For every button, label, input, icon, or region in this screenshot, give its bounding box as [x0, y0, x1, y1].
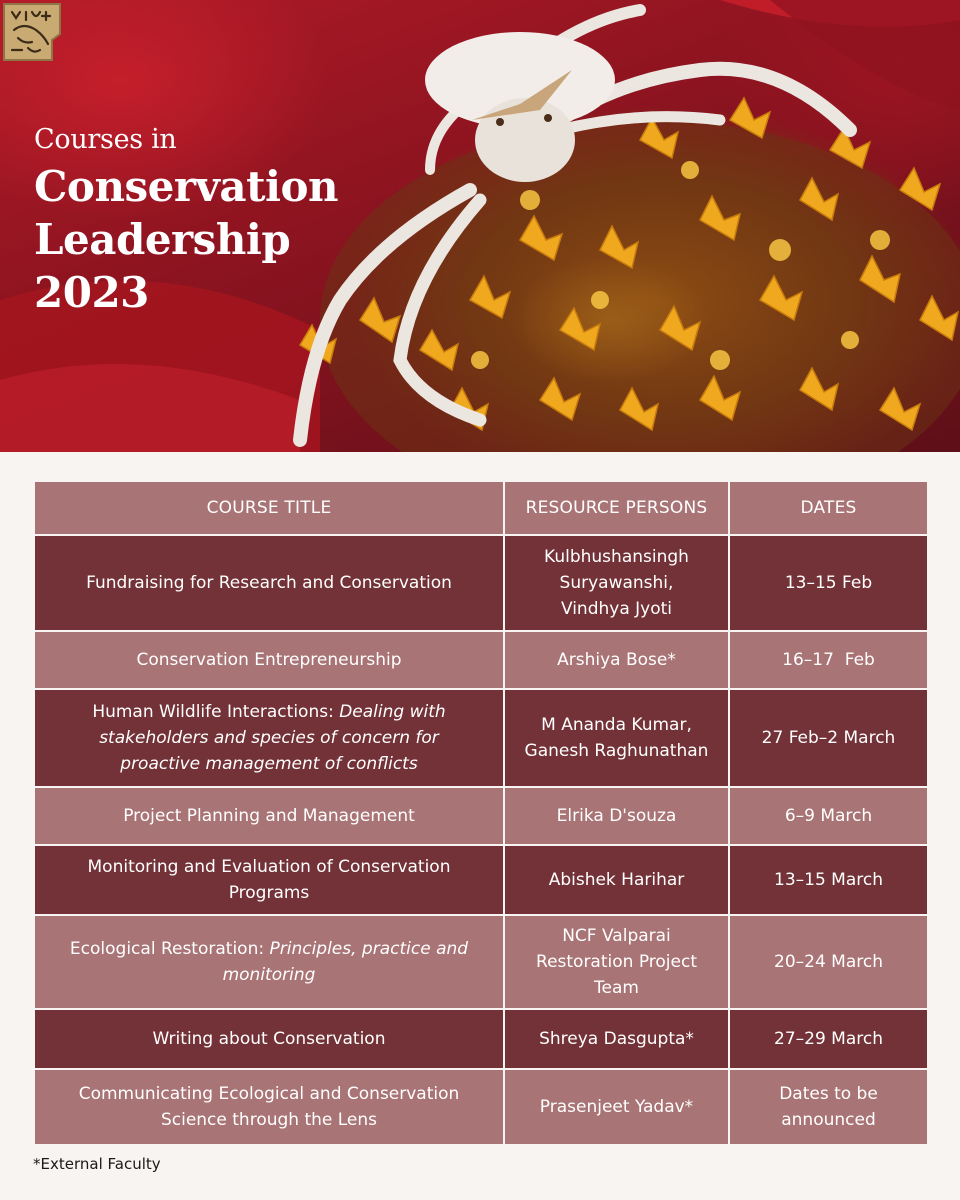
- dates-cell: 13–15 Feb: [729, 535, 928, 631]
- course-title-cell: [34, 787, 504, 845]
- course-title: Writing about Conservation: [152, 1029, 386, 1049]
- table-row: [34, 689, 928, 787]
- footnote-external-faculty: *External Faculty: [33, 1155, 161, 1173]
- course-title-cell: [34, 845, 504, 915]
- resource-persons-cell: M Ananda Kumar, Ganesh Raghunathan: [504, 689, 729, 787]
- courses-table: [33, 480, 929, 1146]
- course-title-italic: Dealing with stakeholders and species of concern for proactive management of conflicts: [99, 702, 446, 774]
- course-title-cell: [34, 689, 504, 787]
- course-title: Human Wildlife Interactions:: [92, 702, 334, 722]
- resource-persons-cell: NCF Valparai Restoration Project Team: [504, 915, 729, 1009]
- table-row: [34, 1069, 928, 1145]
- resource-persons-cell: Elrika D'souza: [504, 787, 729, 845]
- dates-cell: 6–9 March: [729, 787, 928, 845]
- table-row: [34, 631, 928, 689]
- course-title-cell: [34, 1009, 504, 1069]
- course-title: Ecological Restoration:: [69, 939, 265, 959]
- header-course-title: COURSE TITLE: [34, 481, 504, 535]
- resource-persons-cell: Prasenjeet Yadav*: [504, 1069, 729, 1145]
- resource-persons-cell: Kulbhushansingh Suryawanshi, Vindhya Jyoti: [504, 535, 729, 631]
- course-title-cell: [34, 1069, 504, 1145]
- hero-subtitle: Courses in: [34, 124, 177, 155]
- dates-cell: Dates to be announced: [729, 1069, 928, 1145]
- course-title-italic: Principles, practice and monitoring: [222, 939, 469, 985]
- hero-title: [34, 160, 394, 319]
- course-title: Monitoring and Evaluation of Conservation Programs: [87, 857, 451, 903]
- course-title: Project Planning and Management: [123, 806, 415, 826]
- course-title: Conservation Entrepreneurship: [136, 650, 402, 670]
- resource-persons-cell: Arshiya Bose*: [504, 631, 729, 689]
- title-line-conservation: Conservation: [34, 162, 338, 211]
- course-title-cell: [34, 915, 504, 1009]
- course-title-cell: [34, 631, 504, 689]
- header-resource-persons: RESOURCE PERSONS: [504, 481, 729, 535]
- table-row: [34, 535, 928, 631]
- title-year: 2023: [34, 268, 149, 317]
- course-title: Fundraising for Research and Conservation: [86, 573, 452, 593]
- course-title: Communicating Ecological and Conservation Science through the Lens: [78, 1084, 460, 1130]
- course-title-cell: [34, 535, 504, 631]
- table-row: [34, 845, 928, 915]
- dates-cell: 20–24 March: [729, 915, 928, 1009]
- hero-banner: [0, 0, 960, 452]
- header-dates: DATES: [729, 481, 928, 535]
- resource-persons-cell: Abishek Harihar: [504, 845, 729, 915]
- title-line-leadership: Leadership: [34, 215, 291, 264]
- table-header-row: [34, 481, 928, 535]
- dates-cell: 27 Feb–2 March: [729, 689, 928, 787]
- dates-cell: 13–15 March: [729, 845, 928, 915]
- seal-logo: [0, 0, 64, 64]
- resource-persons-cell: Shreya Dasgupta*: [504, 1009, 729, 1069]
- table-row: [34, 787, 928, 845]
- table-row: [34, 915, 928, 1009]
- table-row: [34, 1009, 928, 1069]
- dates-cell: 16–17 Feb: [729, 631, 928, 689]
- dates-cell: 27–29 March: [729, 1009, 928, 1069]
